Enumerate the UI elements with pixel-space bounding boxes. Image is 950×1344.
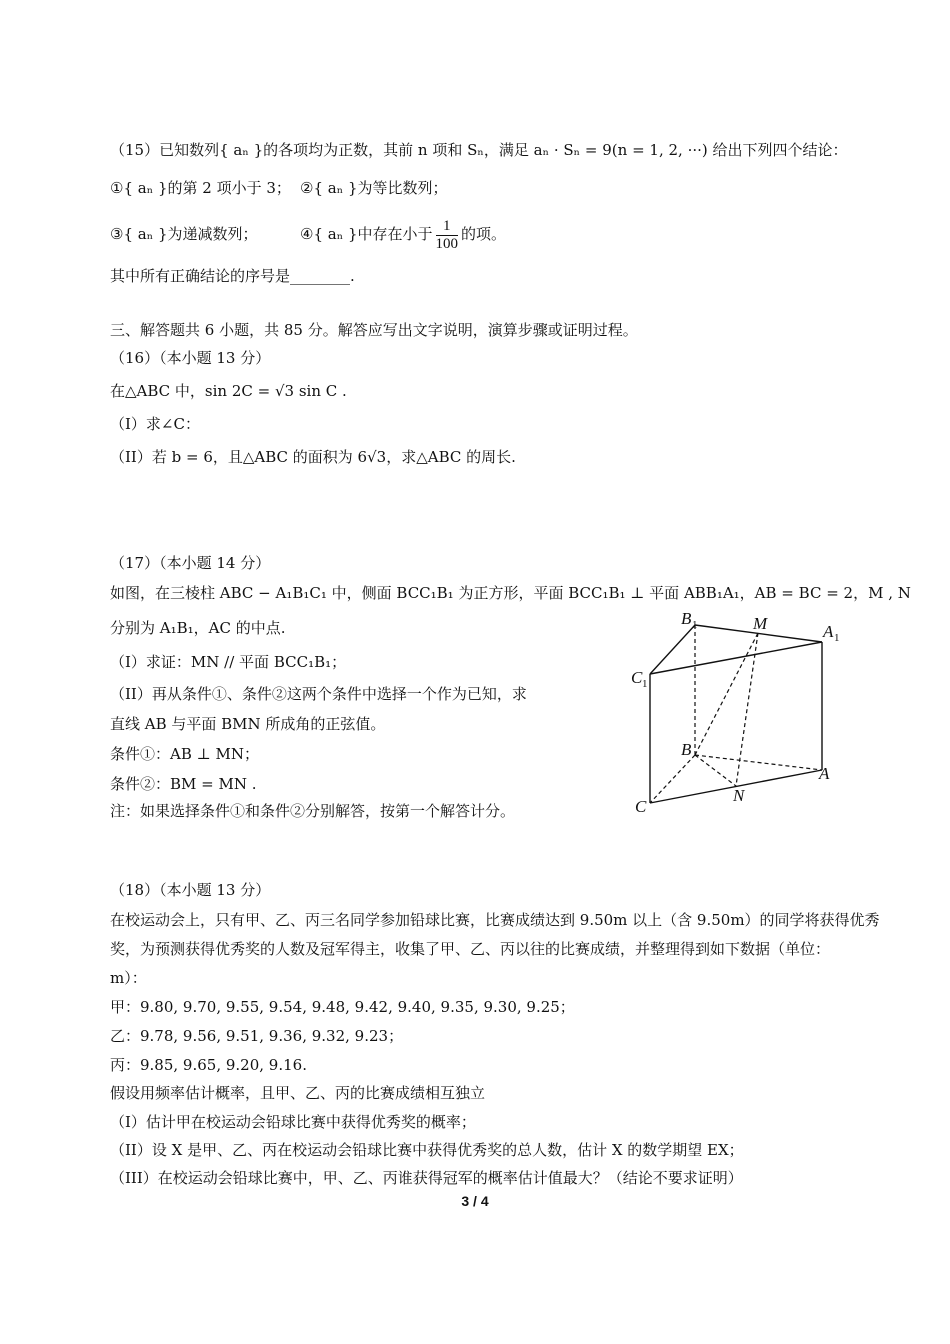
q15-option-3: ③{ aₙ }为递减数列； [110, 225, 258, 243]
fraction-denominator: 100 [435, 235, 459, 252]
q18-data-yi: 乙：9.78, 9.56, 9.51, 9.36, 9.32, 9.23； [110, 1027, 404, 1045]
q18-data-bing: 丙：9.85, 9.65, 9.20, 9.16. [110, 1056, 307, 1074]
prism-figure [625, 605, 870, 820]
label-b1: B [681, 609, 692, 628]
fraction-numerator: 1 [436, 218, 459, 236]
q15-option-2: ②{ aₙ }为等比数列； [300, 179, 448, 197]
page-number: 3 / 4 [461, 1193, 489, 1209]
fraction [436, 218, 459, 253]
q17-condition-2: 条件②：BM = MN . [110, 775, 257, 793]
q17-condition-1: 条件①：AB ⊥ MN； [110, 745, 259, 763]
q18-stem-line-1: 在校运动会上，只有甲、乙、丙三名同学参加铅球比赛，比赛成绩达到 9.50m 以上（含 9.50m）的同学将获得优秀 [110, 911, 880, 929]
q15-ask: 其中所有正确结论的序号是________. [110, 267, 355, 285]
label-a1-sub: 1 [834, 632, 840, 644]
segment-b-m [695, 633, 758, 755]
q16-head: （16）（本小题 13 分） [110, 349, 271, 367]
q16-part-1: （I）求∠C： [110, 415, 200, 433]
q18-part-3: （III）在校运动会铅球比赛中，甲、乙、丙谁获得冠军的概率估计值最大？（结论不要求证明） [110, 1169, 743, 1187]
label-c: C [635, 797, 647, 816]
q18-stem-line-2: 奖，为预测获得优秀奖的人数及冠军得主，收集了甲、乙、丙以往的比赛成绩，并整理得到如下数据（单位： [110, 940, 831, 958]
q17-note: 注：如果选择条件①和条件②分别解答，按第一个解答计分。 [110, 802, 516, 820]
q17-head: （17）（本小题 14 分） [110, 554, 271, 572]
label-n: N [733, 786, 745, 805]
label-a1: A [823, 622, 834, 641]
label-c1-sub: 1 [642, 678, 648, 690]
label-m: M [753, 614, 768, 633]
q15-option-4-pre: ④{ aₙ }中存在小于 [300, 225, 433, 243]
section-three-heading: 三、解答题共 6 小题，共 85 分。解答应写出文字说明，演算步骤或证明过程。 [110, 321, 638, 339]
q18-part-1: （I）估计甲在校运动会铅球比赛中获得优秀奖的概率； [110, 1113, 476, 1131]
q15-option-4-post: 的项。 [461, 225, 507, 243]
label-c1: C [631, 668, 643, 687]
q17-stem-line-2: 分别为 A₁B₁，AC 的中点. [110, 619, 286, 637]
q15-option-4 [300, 212, 506, 256]
q17-part-2b: 直线 AB 与平面 BMN 所成角的正弦值。 [110, 715, 386, 733]
q18-part-2: （II）设 X 是甲、乙、丙在校运动会铅球比赛中获得优秀奖的总人数，估计 X 的数学期望 EX； [110, 1141, 744, 1159]
q15-option-1: ①{ aₙ }的第 2 项小于 3； [110, 179, 291, 197]
q18-assumption: 假设用频率估计概率，且甲、乙、丙的比赛成绩相互独立 [110, 1084, 486, 1102]
q18-head: （18）（本小题 13 分） [110, 881, 271, 899]
q18-data-jia: 甲：9.80, 9.70, 9.55, 9.54, 9.48, 9.42, 9.40, 9.35, 9.30, 9.25； [110, 998, 575, 1016]
q17-part-1: （I）求证：MN // 平面 BCC₁B₁； [110, 653, 347, 671]
q15-stem: （15）已知数列{ aₙ }的各项均为正数，其前 n 项和 Sₙ，满足 aₙ · Sₙ = 9(n = 1, 2, ···) 给出下列四个结论： [110, 141, 848, 159]
label-a: A [819, 764, 830, 783]
q18-stem-line-3: m）： [110, 969, 147, 987]
label-b: B [681, 740, 692, 759]
edge-b-a [695, 755, 822, 770]
q17-stem-line-1: 如图，在三棱柱 ABC − A₁B₁C₁ 中，侧面 BCC₁B₁ 为正方形，平面 BCC₁B₁ ⊥ 平面 ABB₁A₁，AB = BC = 2，M , N [110, 584, 911, 602]
q17-part-2a: （II）再从条件①、条件②这两个条件中选择一个作为已知，求 [110, 685, 527, 703]
q16-stem: 在△ABC 中，sin 2C = √3 sin C . [110, 382, 347, 400]
label-b1-sub: 1 [692, 619, 698, 631]
q16-part-2: （II）若 b = 6，且△ABC 的面积为 6√3，求△ABC 的周长. [110, 448, 516, 466]
